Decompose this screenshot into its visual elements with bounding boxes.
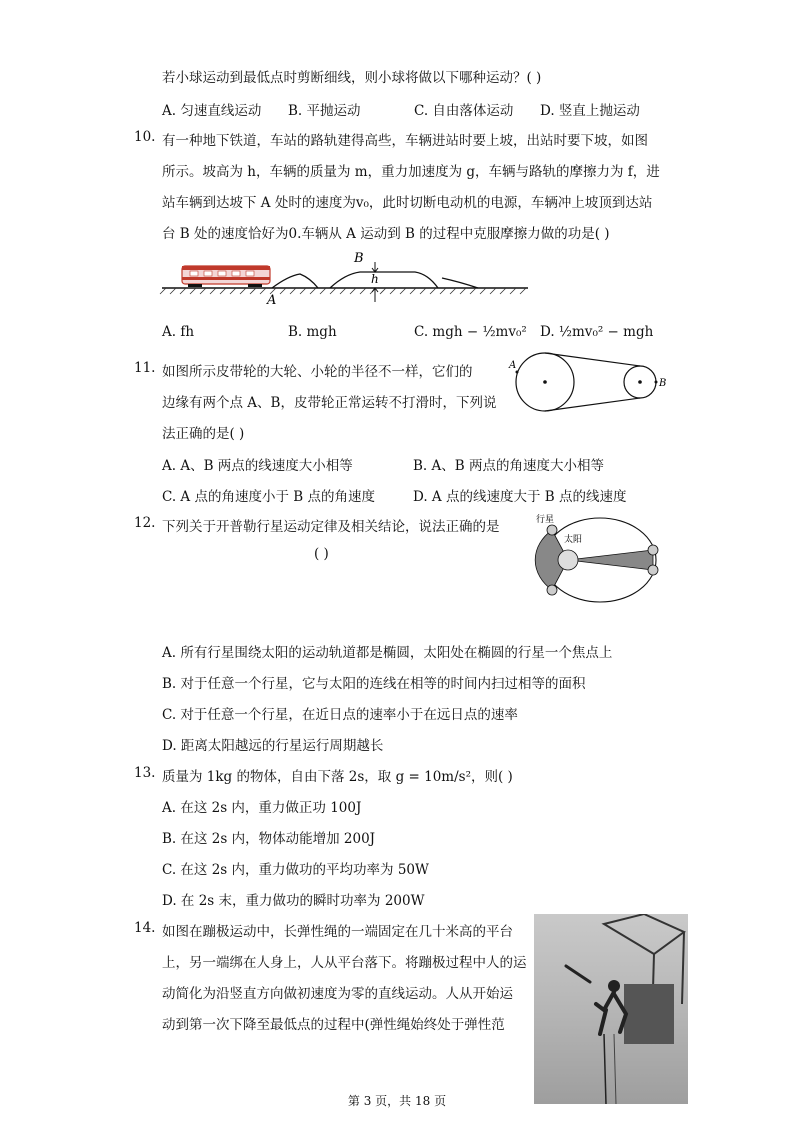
page-footer: 第 3 页，共 18 页 bbox=[347, 1094, 447, 1108]
q14-number: 14. bbox=[134, 920, 156, 936]
q13-option-c: C. 在这 2s 内，重力做功的平均功率为 50W bbox=[162, 862, 429, 878]
q11-line-3: 法正确的是( ) bbox=[162, 426, 245, 442]
q9-stem-tail: 若小球运动到最低点时剪断细线，则小球将做以下哪种运动？( ) bbox=[162, 70, 542, 86]
q9-option-d: D. 竖直上抛运动 bbox=[540, 103, 640, 119]
q12-option-b: B. 对于任意一个行星，它与太阳的连线在相等的时间内扫过相等的面积 bbox=[162, 676, 586, 692]
label-sun: 太阳 bbox=[564, 535, 583, 545]
q10-line-1: 有一种地下铁道，车站的路轨建得高些，车辆进站时要上坡，出站时要下坡，如图 bbox=[162, 133, 648, 149]
q10-line-2: 所示。坡高为 h，车辆的质量为 m，重力加速度为 g，车辆与路轨的摩擦力为 f，进 bbox=[162, 164, 660, 180]
label-b: B bbox=[659, 378, 667, 389]
subway-slope-figure bbox=[160, 248, 530, 308]
q11-number: 11. bbox=[134, 360, 156, 376]
q9-option-c: C. 自由落体运动 bbox=[414, 103, 514, 119]
belt-pulley-figure bbox=[508, 352, 668, 414]
label-a: A bbox=[267, 293, 277, 308]
label-planet: 行星 bbox=[536, 515, 555, 525]
q14-line-2: 上，另一端绑在人身上，人从平台落下。将蹦极过程中人的运 bbox=[162, 955, 527, 971]
q10-option-a: A. fh bbox=[162, 324, 195, 340]
q9-option-a: A. 匀速直线运动 bbox=[162, 103, 262, 119]
q14-line-3: 动简化为沿竖直方向做初速度为零的直线运动。人从开始运 bbox=[162, 986, 513, 1002]
q10-option-d: D. ½mv₀² − mgh bbox=[540, 324, 654, 340]
q9-option-b: B. 平抛运动 bbox=[288, 103, 361, 119]
q12-number: 12. bbox=[134, 515, 156, 531]
q11-line-2: 边缘有两个点 A、B，皮带轮正常运转不打滑时，下列说 bbox=[162, 395, 497, 411]
q13-number: 13. bbox=[134, 765, 156, 781]
q12-line-2: ( ) bbox=[314, 546, 329, 562]
q12-option-a: A. 所有行星围绕太阳的运动轨道都是椭圆，太阳处在椭圆的行星一个焦点上 bbox=[162, 645, 613, 661]
q11-line-1: 如图所示皮带轮的大轮、小轮的半径不一样，它们的 bbox=[162, 364, 473, 380]
q14-line-4: 动到第一次下降至最低点的过程中(弹性绳始终处于弹性范 bbox=[162, 1017, 505, 1033]
train-icon bbox=[182, 266, 270, 287]
q13-stem: 质量为 1kg 的物体，自由下落 2s，取 g = 10m/s²，则( ) bbox=[162, 769, 513, 785]
label-a: A bbox=[509, 360, 517, 371]
q11-option-c: C. A 点的角速度小于 B 点的角速度 bbox=[162, 489, 375, 505]
bungee-jump-photo bbox=[534, 914, 688, 1104]
label-b: B bbox=[354, 251, 364, 266]
q11-option-b: B. A、B 两点的角速度大小相等 bbox=[413, 458, 604, 474]
q12-line-1: 下列关于开普勒行星运动定律及相关结论，说法正确的是 bbox=[162, 519, 500, 535]
q13-option-d: D. 在 2s 末，重力做功的瞬时功率为 200W bbox=[162, 893, 425, 909]
q13-option-a: A. 在这 2s 内，重力做正功 100J bbox=[162, 800, 362, 816]
q13-option-b: B. 在这 2s 内，物体动能增加 200J bbox=[162, 831, 376, 847]
q10-option-c: C. mgh − ½mv₀² bbox=[414, 324, 527, 340]
q11-option-a: A. A、B 两点的线速度大小相等 bbox=[162, 458, 353, 474]
label-h: h bbox=[371, 272, 379, 286]
q11-option-d: D. A 点的线速度大于 B 点的线速度 bbox=[413, 489, 627, 505]
kepler-orbit-figure bbox=[532, 510, 662, 610]
q12-option-c: C. 对于任意一个行星，在近日点的速率小于在远日点的速率 bbox=[162, 707, 518, 723]
q12-option-d: D. 距离太阳越远的行星运行周期越长 bbox=[162, 738, 384, 754]
q10-line-4: 台 B 处的速度恰好为0.车辆从 A 运动到 B 的过程中克服摩擦力做的功是( ) bbox=[162, 226, 610, 242]
q10-line-3: 站车辆到达坡下 A 处时的速度为v₀，此时切断电动机的电源，车辆冲上坡顶到达站 bbox=[162, 195, 653, 211]
q14-line-1: 如图在蹦极运动中，长弹性绳的一端固定在几十米高的平台 bbox=[162, 924, 513, 940]
q10-number: 10. bbox=[134, 129, 156, 145]
q10-option-b: B. mgh bbox=[288, 324, 337, 340]
